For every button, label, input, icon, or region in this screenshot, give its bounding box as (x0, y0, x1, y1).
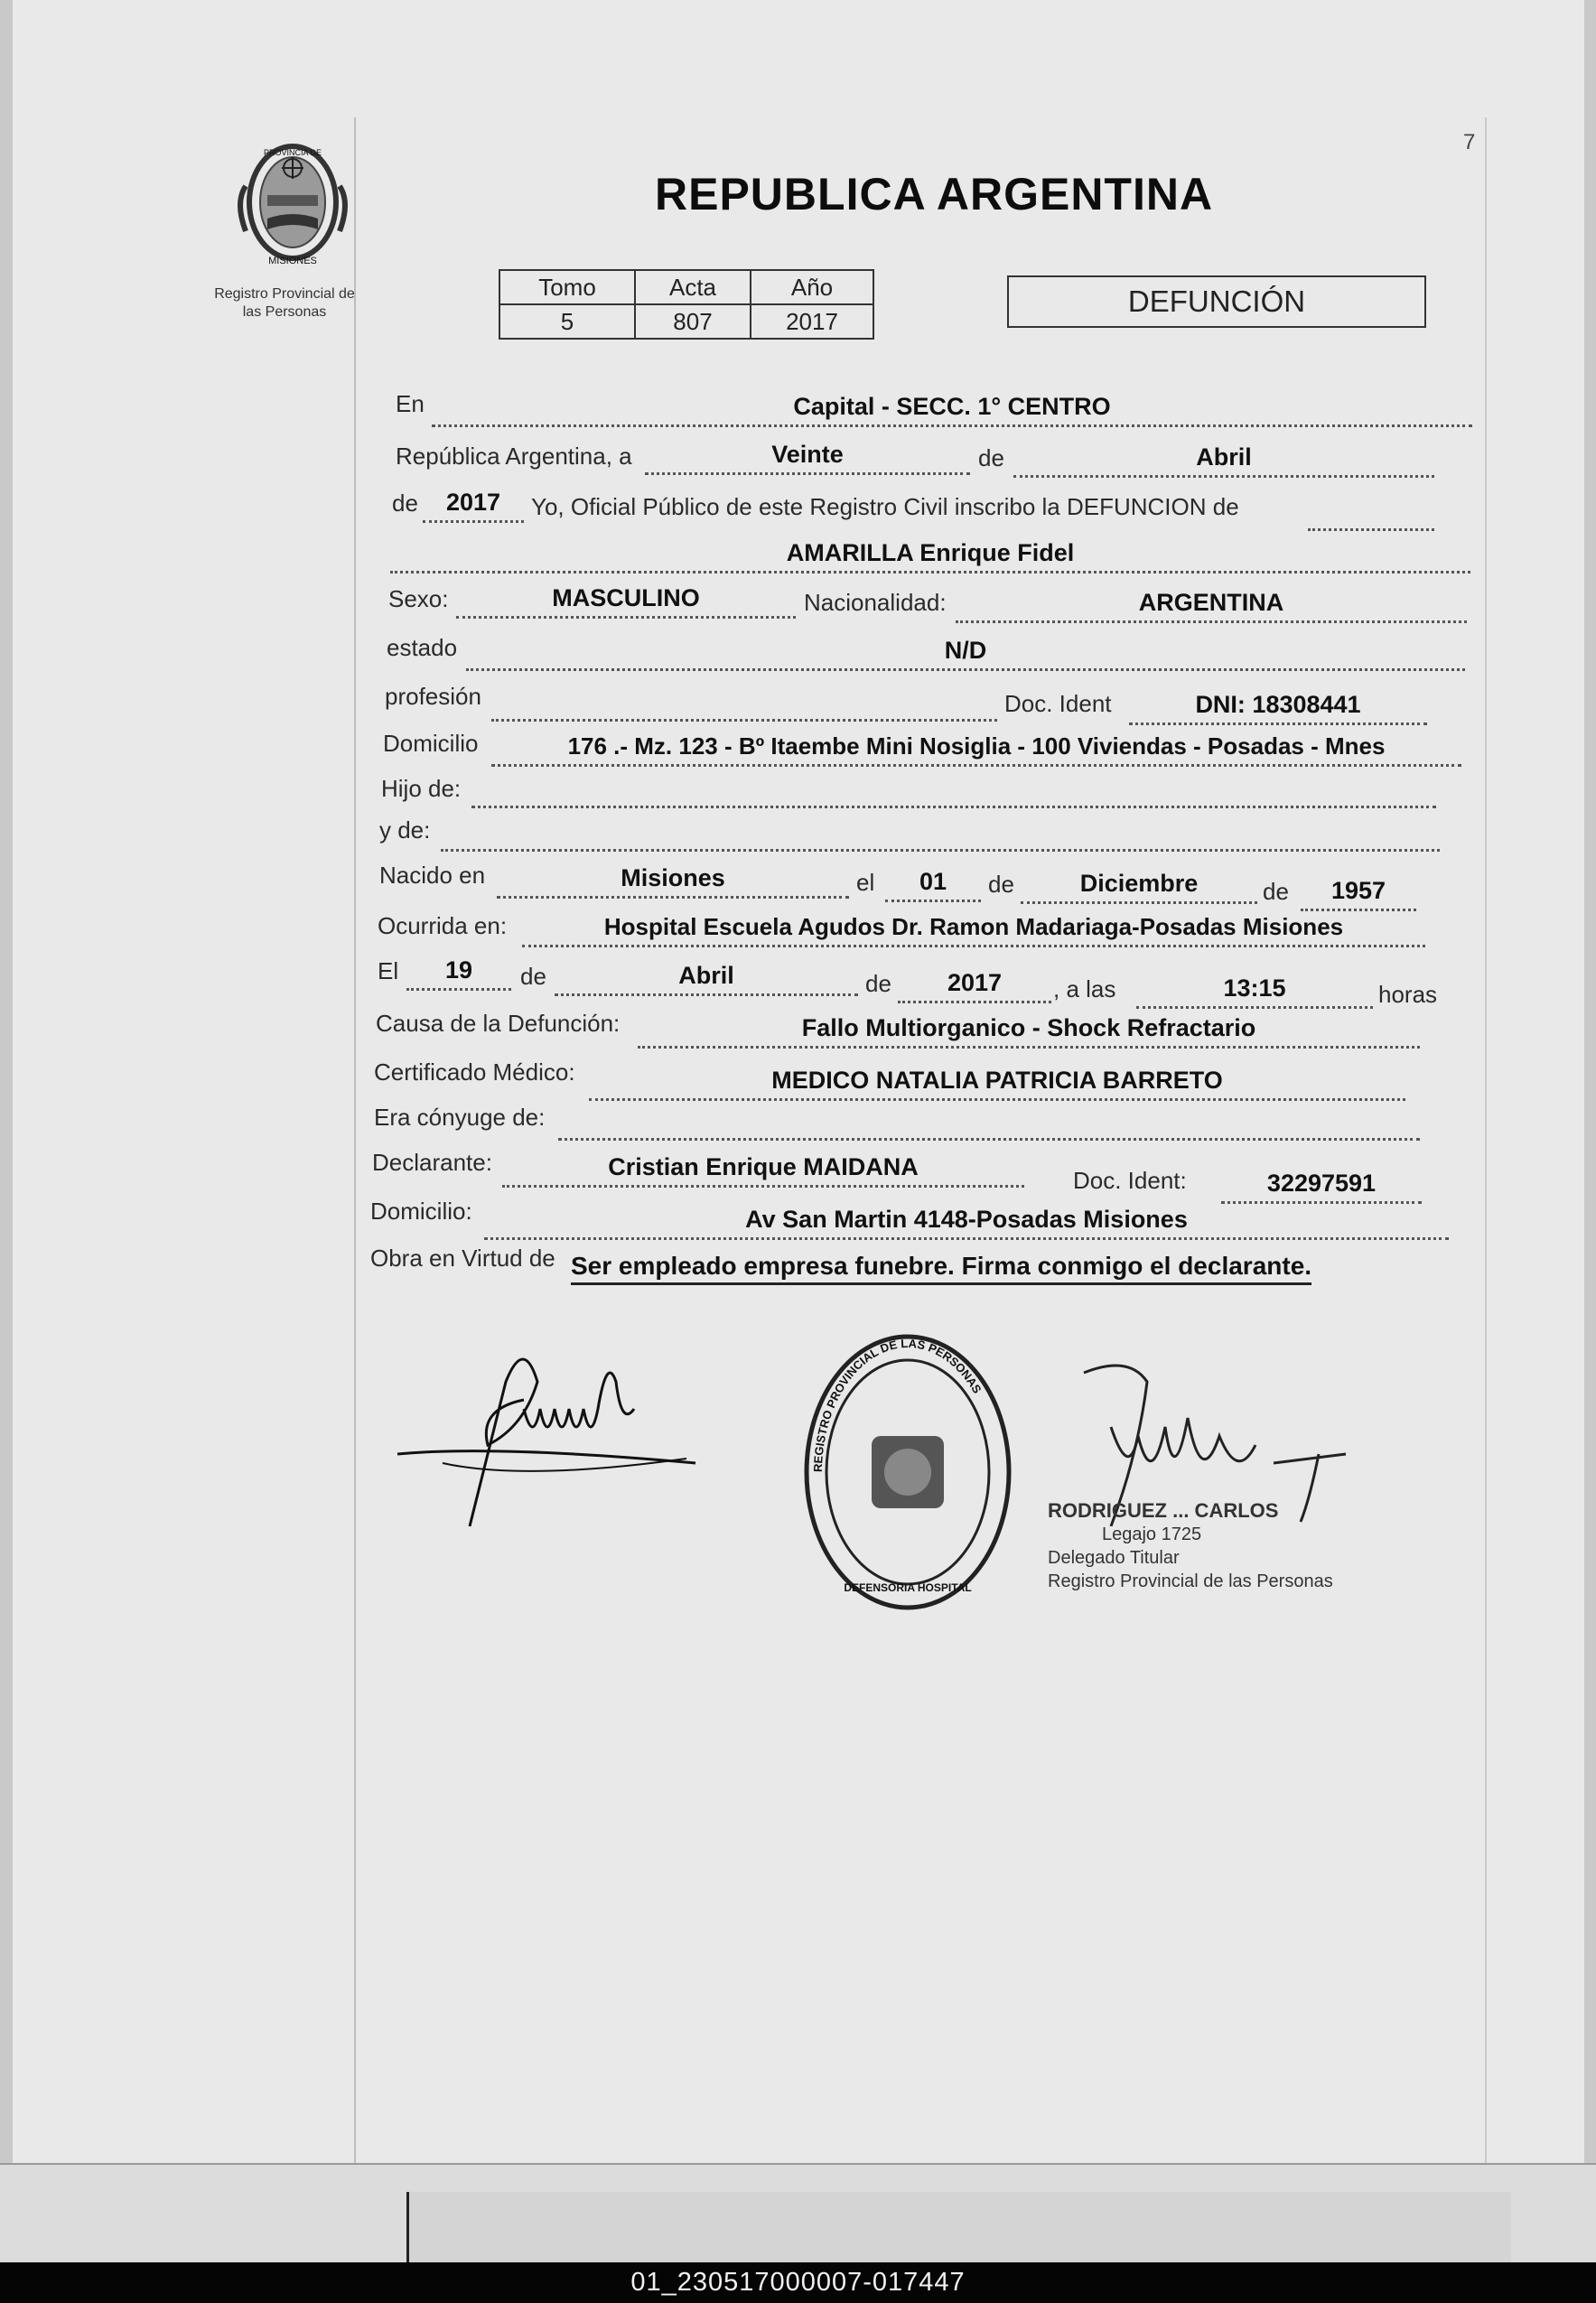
doc-ident-value: DNI: 18308441 (1129, 686, 1427, 725)
sexo-label: Sexo: (388, 585, 449, 612)
register-table (499, 269, 874, 340)
day-value: Veinte (645, 436, 970, 475)
domicilio-value: 176 .- Mz. 123 - Bº Itaembe Mini Nosiglia - 100 Viviendas - Posadas - Mnes (491, 728, 1461, 767)
birth-day: 01 (885, 863, 981, 902)
horas-label: horas (1378, 981, 1438, 1008)
conyuge-value (558, 1102, 1420, 1141)
svg-text:REGISTRO PROVINCIAL DE LAS PER: REGISTRO PROVINCIAL DE LAS PERSONAS (810, 1336, 985, 1473)
record-type-box: DEFUNCIÓN (1007, 275, 1426, 328)
birth-de2-label: de (1263, 878, 1289, 905)
ocurrida-label: Ocurrida en: (378, 912, 508, 939)
death-day: 19 (406, 952, 511, 991)
nacionalidad-label: Nacionalidad: (804, 589, 947, 616)
official-org: Registro Provincial de las Personas (1048, 1571, 1333, 1591)
underlying-page-edge (0, 2163, 1596, 2264)
declarante-dom-value: Av San Martin 4148-Posadas Misiones (484, 1201, 1449, 1240)
conyuge-label: Era cónyuge de: (374, 1104, 546, 1131)
acta-value: 807 (635, 304, 751, 339)
declarante-label: Declarante: (372, 1149, 492, 1176)
official-legajo: Legajo 1725 (1102, 1524, 1202, 1544)
page-number: 7 (1463, 130, 1476, 154)
yde-label: y de: (379, 816, 431, 844)
hijo-value (471, 769, 1436, 808)
provincial-emblem-logo (228, 132, 359, 276)
officer-statement: Yo, Oficial Público de este Registro Civil inscribo la DEFUNCION de (531, 493, 1239, 520)
anio-header: Año (751, 270, 873, 304)
domicilio-label: Domicilio (383, 730, 479, 757)
birth-year: 1957 (1301, 872, 1416, 911)
register-header-row (499, 270, 873, 304)
ocurrida-value: Hospital Escuela Agudos Dr. Ramon Madariaga-Posadas Misiones (522, 909, 1425, 947)
death-de2-label: de (865, 970, 891, 997)
estado-value: N/D (466, 632, 1465, 671)
scan-footer-code: 01_230517000007-017447 (0, 2262, 1596, 2303)
official-role: Delegado Titular (1048, 1548, 1180, 1568)
certificado-label: Certificado Médico: (374, 1058, 575, 1086)
register-value-row (499, 304, 873, 339)
year-value: 2017 (423, 484, 524, 523)
death-year: 2017 (898, 965, 1051, 1003)
underlying-page-strip (406, 2192, 1511, 2264)
declarante-doc-label: Doc. Ident: (1073, 1167, 1187, 1194)
issuer-name-line2: las Personas (242, 304, 327, 320)
issuer-name (185, 285, 384, 322)
death-de1-label: de (520, 963, 546, 990)
svg-text:MISIONES: MISIONES (268, 256, 317, 266)
certificado-value: MEDICO NATALIA PATRICIA BARRETO (589, 1062, 1405, 1101)
official-stamp-text (1048, 1499, 1409, 1593)
issuer-name-line1: Registro Provincial de (214, 286, 355, 302)
nacionalidad-value: ARGENTINA (956, 584, 1467, 623)
causa-value: Fallo Multiorganico - Shock Refractario (638, 1010, 1420, 1049)
tomo-header: Tomo (499, 270, 635, 304)
acta-header: Acta (635, 270, 751, 304)
en-label: En (396, 390, 425, 417)
year-de-label: de (392, 490, 418, 517)
death-month: Abril (555, 957, 858, 996)
profesion-label: profesión (385, 683, 481, 710)
death-time: 13:15 (1136, 970, 1373, 1009)
birth-month: Diciembre (1021, 865, 1257, 904)
svg-text:PROVINCIA DE: PROVINCIA DE (263, 148, 322, 157)
declarante-value: Cristian Enrique MAIDANA (502, 1149, 1024, 1188)
sexo-value: MASCULINO (456, 580, 796, 619)
yde-value (441, 813, 1440, 852)
causa-label: Causa de la Defunción: (376, 1010, 621, 1037)
svg-text:DEFENSORIA HOSPITAL: DEFENSORIA HOSPITAL (844, 1581, 972, 1594)
declarante-dom-label: Domicilio: (370, 1198, 472, 1225)
anio-value: 2017 (751, 304, 873, 339)
nacido-value: Misiones (497, 860, 849, 899)
alas-label: , a las (1053, 975, 1116, 1002)
hijo-label: Hijo de: (381, 775, 462, 802)
document-title: REPUBLICA ARGENTINA (655, 169, 1214, 219)
officer-blank (1308, 492, 1434, 531)
republica-label: República Argentina, a (396, 443, 632, 470)
tomo-value: 5 (499, 304, 635, 339)
doc-ident-label: Doc. Ident (1004, 690, 1112, 717)
declarant-signature (388, 1328, 705, 1562)
birth-el-label: el (856, 869, 875, 896)
obra-value: Ser empleado empresa funebre. Firma conmigo el declarante. (571, 1250, 1311, 1285)
birth-de1-label: de (988, 871, 1014, 898)
deceased-name: AMARILLA Enrique Fidel (390, 535, 1470, 573)
death-el-label: El (378, 957, 399, 984)
month-value: Abril (1013, 439, 1434, 478)
en-value: Capital - SECC. 1° CENTRO (432, 388, 1472, 427)
date-de-label: de (978, 444, 1004, 471)
obra-label: Obra en Virtud de (370, 1245, 555, 1272)
nacido-label: Nacido en (379, 862, 486, 889)
official-name: RODRIGUEZ ... CARLOS (1048, 1499, 1279, 1522)
profesion-value (491, 683, 997, 722)
estado-label: estado (387, 634, 458, 661)
official-seal-stamp (795, 1328, 1021, 1621)
declarante-doc-value: 32297591 (1221, 1165, 1422, 1204)
